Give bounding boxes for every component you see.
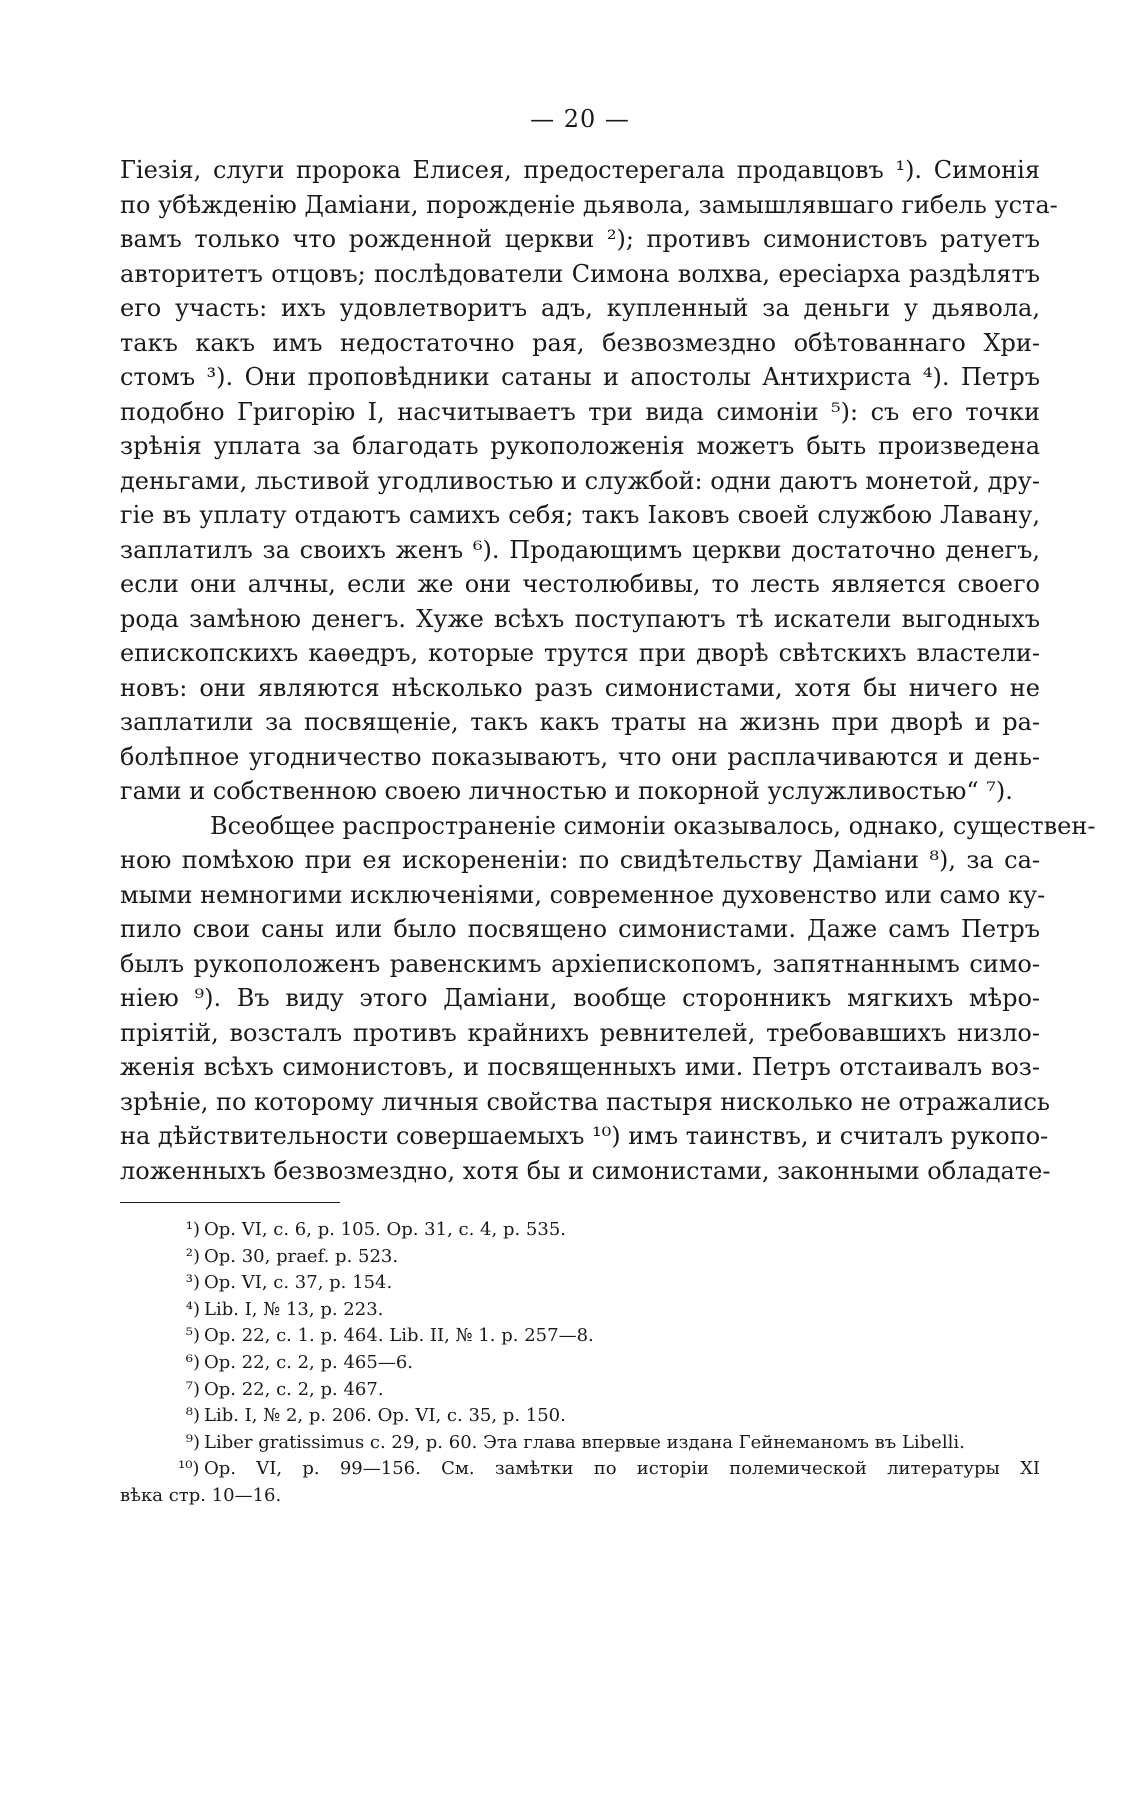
text-line: епископскихъ каѳедръ, которые трутся при дворѣ свѣтскихъ властели- (120, 639, 1040, 667)
text-line: заплатили за посвященіе, такъ какъ траты на жизнь при дворѣ и ра- (120, 708, 1040, 736)
text-line: новъ: они являются нѣсколько разъ симонистами, хотя бы ничего не (120, 673, 1040, 702)
footnote-number: ⁹) (185, 1431, 200, 1453)
footnote-text: Op. 30, praef. p. 523. (204, 1245, 399, 1267)
text-line: болѣпное угодничество показываютъ, что они расплачиваются и день- (120, 742, 1040, 771)
text-line: ною помѣхою при ея искорененіи: по свидѣтельству Даміани ⁸), за са- (120, 846, 1040, 874)
text-line: женія всѣхъ симонистовъ, и посвященныхъ ими. Петръ отстаивалъ воз- (120, 1053, 1040, 1081)
book-page (120, 105, 1096, 1510)
text-line: зрѣніе, по которому личныя свойства пастыря нисколько не отражались (120, 1087, 1050, 1116)
text-line: по убѣжденію Даміани, порожденіе дьявола, замышлявшаго гибель уста- (120, 190, 1058, 219)
footnote (178, 1297, 1040, 1324)
text-line: рода замѣною денегъ. Хуже всѣхъ поступаютъ тѣ искатели выгодныхъ (120, 604, 1040, 633)
text-line: Всеобщее распространеніе симоніи оказывалось, однако, существен- (210, 811, 1096, 840)
text-line: авторитетъ отцовъ; послѣдователи Симона волхва, ересіарха раздѣлятъ (120, 259, 1040, 288)
footnote-text: Op. 22, c. 2, p. 467. (204, 1378, 384, 1400)
text-line: ніею ⁹). Въ виду этого Даміани, вообще сторонникъ мягкихъ мѣро- (120, 984, 1040, 1012)
text-line: деньгами, льстивой угодливостью и службой: одни даютъ монетой, дру- (120, 466, 1040, 495)
text-line: вамъ только что рожденной церкви ²); противъ симонистовъ ратуетъ (120, 225, 1040, 253)
footnote-text: Lib. I, № 2, p. 206. Op. VI, c. 35, p. 150. (204, 1405, 566, 1427)
text-line: ложенныхъ безвозмездно, хотя бы и симонистами, законными обладате- (120, 1156, 1051, 1185)
page-number: — 20 — (530, 105, 630, 133)
footnote-text: Op. VI, p. 99—156. См. замѣтки по исторіи полемической литературы XI (204, 1458, 1040, 1480)
text-line: подобно Григорію I, насчитываетъ три вида симоніи ⁵): съ его точки (120, 397, 1040, 426)
text-line: его участь: ихъ удовлетворитъ адъ, купленный за деньги у дьявола, (120, 294, 1040, 322)
text-line: на дѣйствительности совершаемыхъ ¹⁰) имъ таинствъ, и считалъ рукопо- (120, 1122, 1049, 1150)
text-line: былъ рукоположенъ равенскимъ архіепископомъ, запятнаннымъ симо- (120, 949, 1040, 978)
footnote (178, 1270, 1040, 1297)
footnote (178, 1430, 1040, 1457)
footnote (178, 1217, 1040, 1244)
text-line: Гіезія, слуги пророка Елисея, предостерегала продавцовъ ¹). Симонія (120, 156, 1040, 184)
footnote-number: ⁴) (185, 1298, 200, 1320)
footnote-text: Op. 22, c. 2, p. 465—6. (204, 1351, 413, 1373)
footnote (178, 1350, 1040, 1377)
text-line: такъ какъ имъ недостаточно рая, безвозмездно обѣтованнаго Хри- (120, 328, 1040, 357)
footnote-text: Op. VI, c. 6, p. 105. Op. 31, c. 4, p. 535. (204, 1219, 566, 1240)
footnote (178, 1403, 1040, 1430)
text-line: если они алчны, если же они честолюбивы, то лесть является своего (120, 570, 1040, 598)
main-text (120, 153, 1096, 1188)
footnote-number: ²) (185, 1245, 200, 1267)
footnote-number: ⁸) (185, 1405, 200, 1427)
text-line: стомъ ³). Они проповѣдники сатаны и апостолы Антихриста ⁴). Петръ (120, 363, 1040, 391)
footnote-number: ⁷) (185, 1378, 200, 1400)
footnote-number: ¹) (185, 1219, 200, 1240)
text-line: мыми немногими исключеніями, современное духовенство или само ку- (120, 880, 1046, 909)
text-line: пріятій, возсталъ противъ крайнихъ ревнителей, требовавшихъ низло- (120, 1018, 1040, 1047)
text-line: зрѣнія уплата за благодать рукоположенія можетъ быть произведена (120, 432, 1040, 460)
footnote-text: Op. VI, c. 37, p. 154. (204, 1272, 393, 1294)
footnote (178, 1377, 1040, 1404)
footnote-text: Op. 22, c. 1. p. 464. Lib. II, № 1. p. 257—8. (204, 1325, 594, 1347)
footnote-number: ¹⁰) (178, 1458, 200, 1480)
footnote-divider (120, 1202, 340, 1203)
paragraph-2 (120, 809, 1096, 1189)
text-line: гіе въ уплату отдаютъ самихъ себя; такъ Іаковъ своей службою Лавану, (120, 501, 1040, 529)
footnote-text: Lib. I, № 13, p. 223. (204, 1298, 384, 1320)
footnote-number: ⁶) (185, 1351, 200, 1373)
footnote-text: Liber gratissimus c. 29, p. 60. Эта глава впервые издана Гейнеманомъ въ Libelli. (204, 1431, 965, 1453)
text-line: гами и собственною своею личностью и покорной услужливостью“ ⁷). (120, 777, 1013, 805)
footnotes (120, 1217, 1040, 1510)
paragraph-1 (120, 153, 1058, 809)
footnote-number: ³) (185, 1272, 200, 1294)
footnote-number: ⁵) (185, 1325, 200, 1347)
footnote (178, 1323, 1040, 1350)
footnote-continuation: вѣка стр. 10—16. (120, 1484, 282, 1506)
footnote (178, 1456, 1040, 1483)
text-line: заплатилъ за своихъ женъ ⁶). Продающимъ церкви достаточно денегъ, (120, 535, 1040, 564)
text-line: пило свои саны или было посвящено симонистами. Даже самъ Петръ (120, 915, 1040, 943)
footnote (178, 1244, 1040, 1271)
